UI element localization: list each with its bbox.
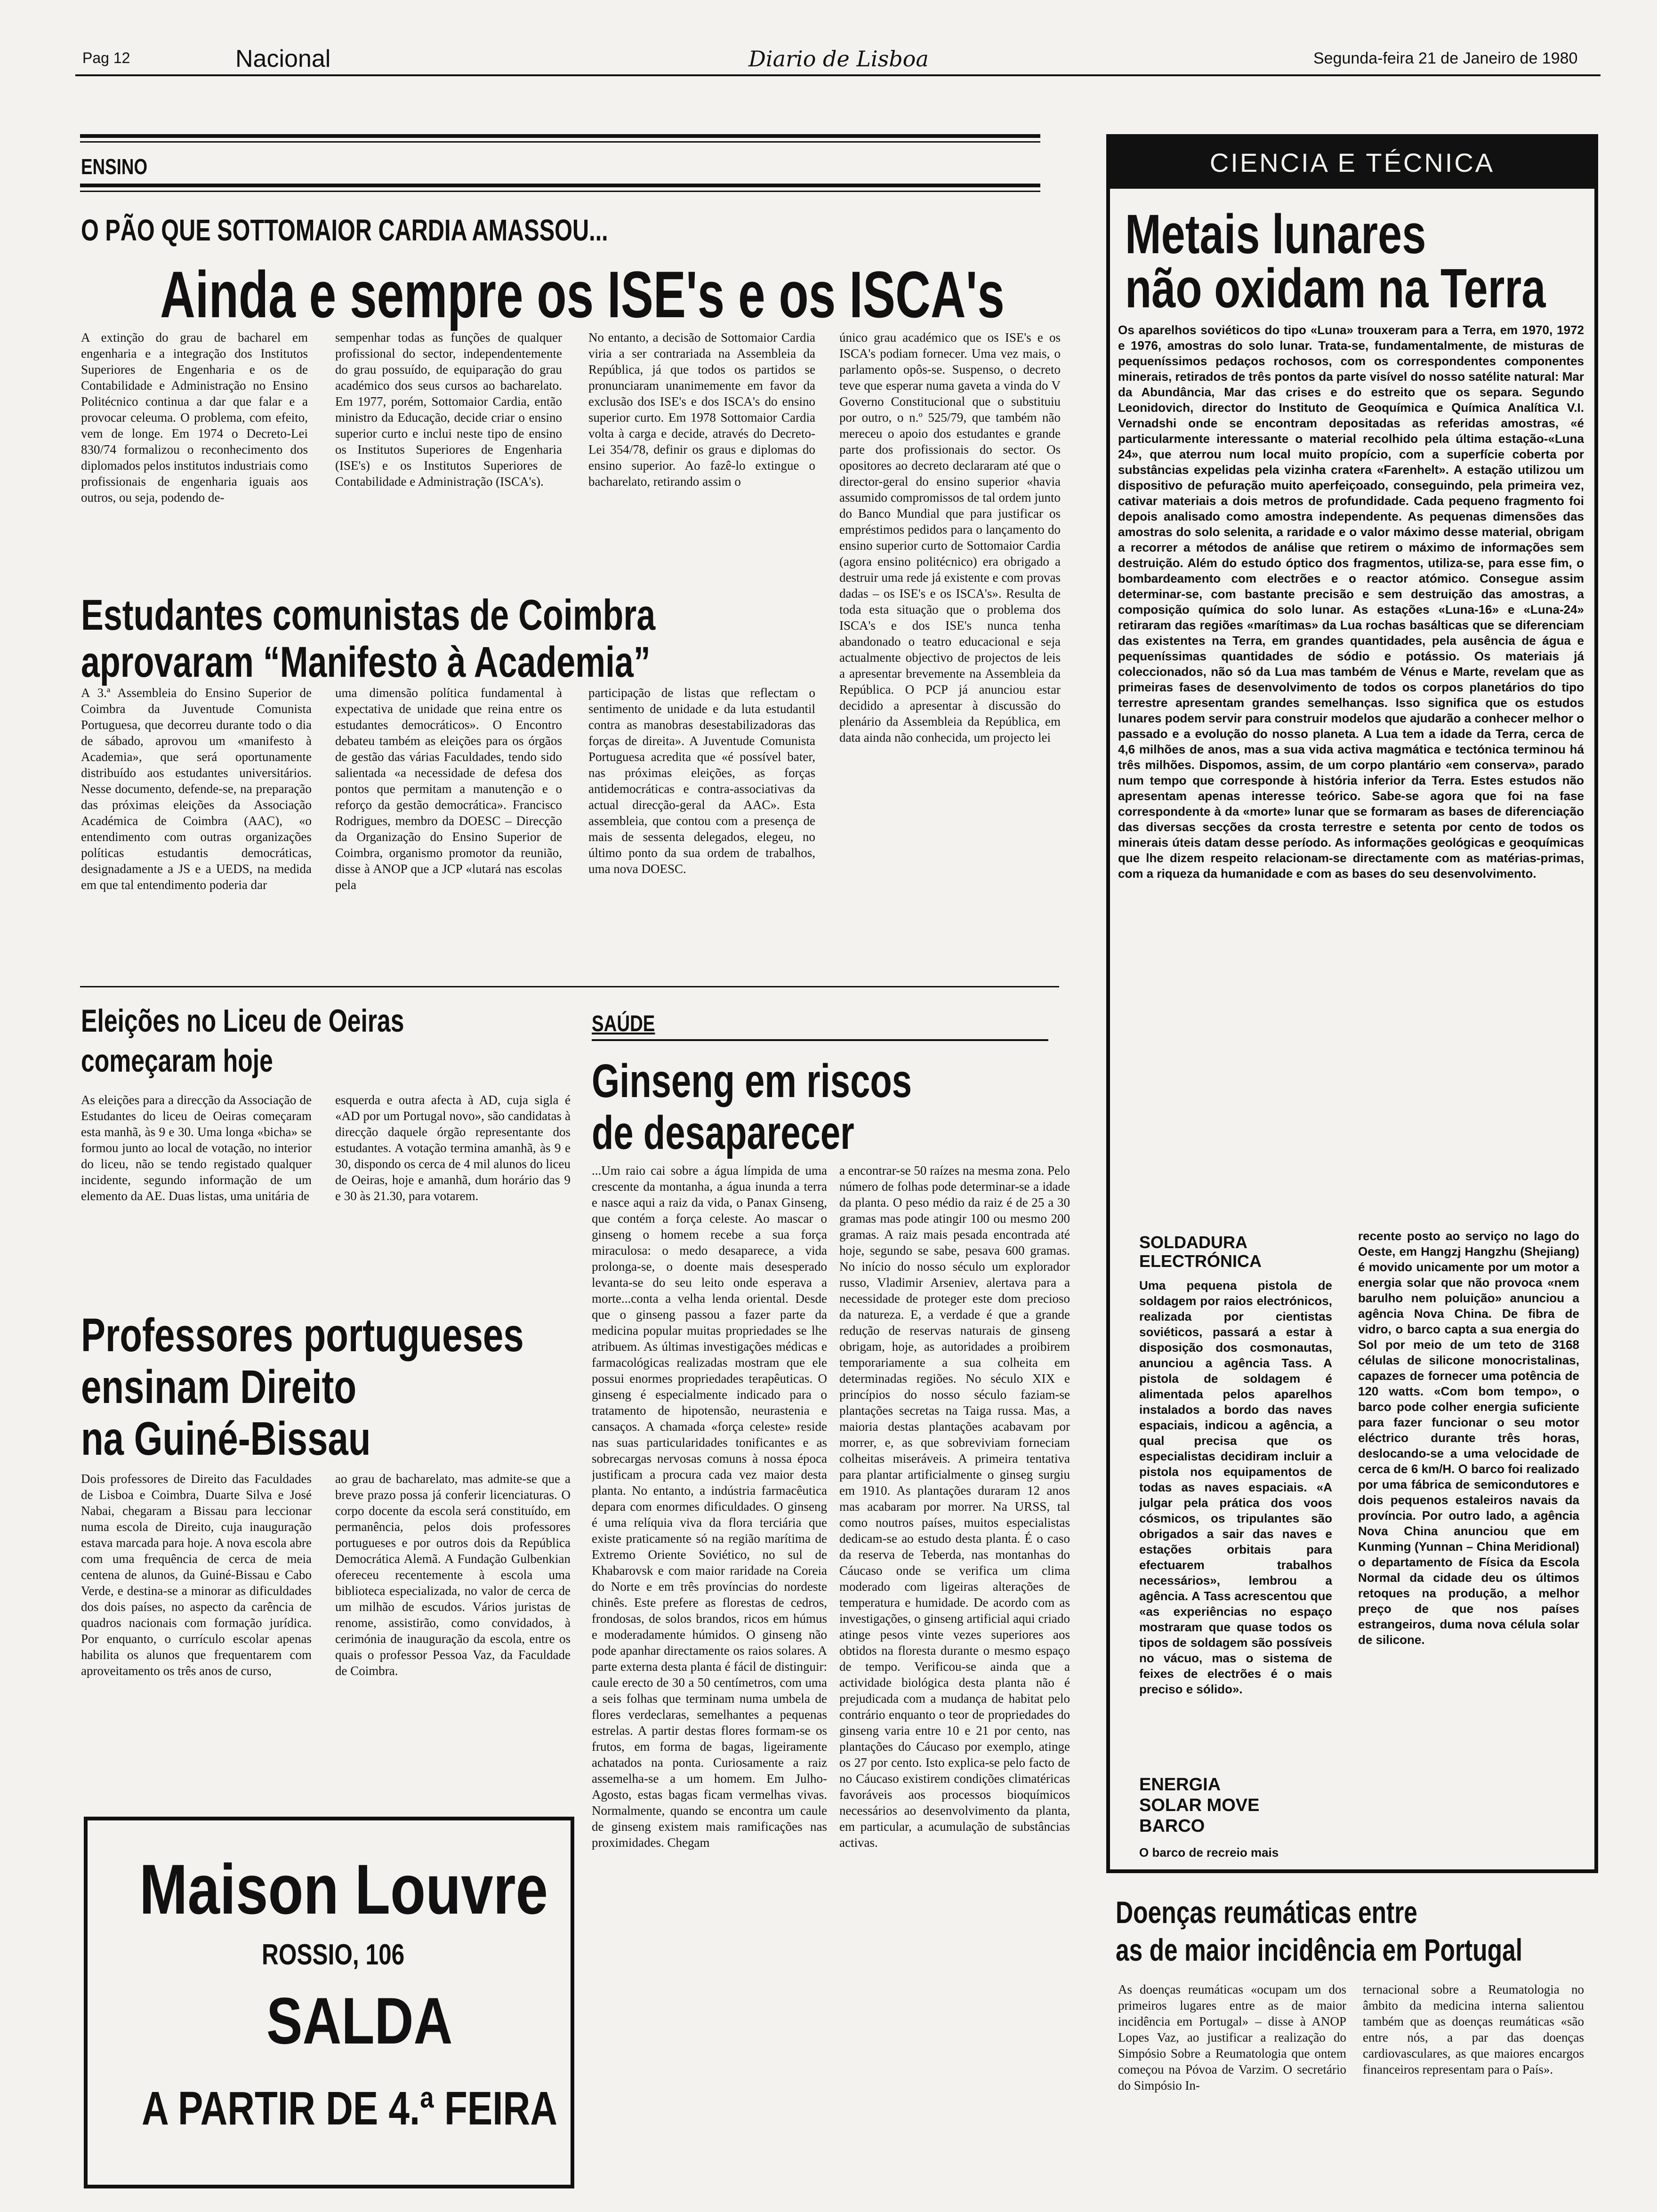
reuma-headline-1: Doenças reumáticas entre — [1116, 1895, 1417, 1930]
ciencia-sub2-body: O barco de recreio mais — [1139, 1845, 1279, 1859]
ensino-kicker: O PÃO QUE SOTTOMAIOR CARDIA AMASSOU... — [81, 213, 608, 247]
saude-rubric: SAÚDE — [592, 1011, 655, 1036]
reuma-col-1: As doenças reumáticas «ocupam um dos primeiros lugares entre as de maior incidência em Portugal» – disse à ANOP Lopes Vaz, ao justificar a realização do Simpósio Sobre a Reumatologia que ontem começou na Póvoa de Varzim. O secretário do Simpósio In- — [1118, 1982, 1346, 2092]
ciencia-body: Os aparelhos soviéticos do tipo «Luna» trouxeram para a Terra, em 1970, 1972 e 1976, amostras do solo lunar. Trata-se, fundamentalmente, de misturas de pequeníssimos pedaços rochosos, com os correspondentes componentes minerais, retirados de três pontos da parte visível do nosso satélite natural: Mar da Abundância, Mar das crises e do estreito que os separa. Segundo Leonidovich, director do Instituto de Geoquímica e Química Analítica V.I. Vernadshi onde se encontram depositadas as referidas amostras, «é particularmente interessante o material recolhido pela última estação-«Luna 24», que aterrou num local muito propício, com a superfície coberta por substâncias expelidas pela vizinha cratera «Farenhelt». A estação utilizou um dispositivo de pefuração muito aperfeiçoado, conseguindo, pela primeira vez, cativar materiais a dois metros de profundidade. Cada pequeno fragmento foi depois analisado como amostra independente. As pequenas dimensões das amostras do solo selenita, a raridade e o valor máximo desse material, obrigam a recorrer a métodos de análise que retirem o máximo de informações sem destruição. Além do estudo óptico dos fragmentos, utiliza-se, para esse fim, o bombardeamento com electrões e o reactor atómico. Consegue assim determinar-se, com bastante precisão e sem destruição das amostras, a composição química do solo lunar. As estações «Luna-16» e «Luna-24» retiraram das regiões «marítimas» da Lua rochas basálticas que se diferenciam das existentes na Terra, em grandes quantidades, pela ausência de água e pequeníssimas quantidades de sódio e potássio. Os materiais já coleccionados, não só da Lua mas também de Vénus e Marte, revelam que as primeiras fases de desenvolvimento de todos os corpos planetários do tipo terrestre apresentam grandes semelhanças. Isso significa que os estudos lunares podem servir para construir modelos que ajudarão a conhecer melhor o passado e a evolução do nosso planeta. A Lua tem a idade da Terra, cerca de 4,6 milhões de anos, mas a sua vida activa magmática e tectónica terminou há três milhões. Dispomos, assim, de um corpo plantário «em conserva», parado num tempo que corresponde à história inferior da Terra. Estes estudos não apresentam apenas interesse teórico. Sabe-se agora que foi na fase correspondente à da «morte» lunar que se formaram as bases de diferenciação das diversas secções da crosta terrestre e setenta por cento de todos os minerais úteis datam desse período. As informações geológicas e geoquímicas que lhe dizem respeito relacionam-se directamente com as matérias-primas, com a riqueza da humanidade e com as bases do seu desenvolvimento. — [1118, 323, 1584, 881]
ensino-rubric: ENSINO — [81, 154, 148, 179]
ensino-col-1: A extinção do grau de bacharel em engenharia e a integração dos Institutos Superiores de Engenharia e os de Contabilidade e Administração no Ensino Politécnico continua a dar que falar e a provocar celeuma. O problema, com efeito, vem de longe. Em 1974 o Decreto-Lei 830/74 formalizou o reconhecimento dos diplomados pelos institutos industriais como profissionais de engenharia iguais aos outros, ou seja, podendo de- — [81, 330, 308, 505]
ensino-col-4: único grau académico que os ISE's e os ISCA's podiam fornecer. Uma vez mais, o parlamento opôs-se. Suspenso, o decreto teve que esperar numa gaveta a vinda do V Governo Constitucional que o substituiu por outro, o n.º 525/79, que também não mereceu o apoio dos estudantes e grande parte dos profissionais do sector. Os opositores ao decreto declararam até que o director-geral do ensino superior «havia assumido compromissos de tal ordem junto do Banco Mundial que para justificar os empréstimos pedidos para o lançamento do ensino superior curto de Sottomaior Cardia (agora ensino politécnico) era obrigado a destruir uma rede já existente e com provas dadas – os ISE's e os ISCA's». Resulta de toda esta situação que o problema dos ISCA's e dos ISE's nunca tenha abandonado o teatro educacional e seja actualmente objectivo de projectos de leis a apresentar brevemente na Assembleia da República. O PCP já anunciou estar decidido a apresentar à discussão do plenário da Assembleia da República, em data ainda não conhecida, um projecto lei — [839, 330, 1061, 745]
coimbra-col-3: participação de listas que reflectam o sentimento de unidade e da luta estudantil contra as manobras desestabilizadoras das forças de direita». A Juventude Comunista Portuguesa acredita que «é possível bater, nas próximas eleições, as forças antidemocráticas e contra-associativas da actual direcção-geral da AAC». Esta assembleia, que contou com a presença de mais de sessenta delegados, elegeu, no último ponto da sua ordem de trabalhos, uma nova DOESC. — [588, 686, 815, 876]
coimbra-headline-2: aprovaram “Manifesto à Academia” — [81, 638, 651, 686]
section-divider — [80, 986, 1059, 987]
guine-col-1: Dois professores de Direito das Faculdades de Lisboa e Coimbra, Duarte Silva e José Nabai, chegaram a Bissau para leccionar numa escola de Direito, cuja inauguração estava marcada para hoje. A nova escola abre com uma frequência de cerca de meia centena de alunos, da Guiné-Bissau e Cabo Verde, e destina-se a minorar as dificuldades dos dois países, no aspecto da carência de quadros nacionais com formação jurídica. Por enquanto, o currículo escolar apenas habilita os alunos que frequentarem com aproveitamento os três anos de curso, — [81, 1472, 312, 1678]
ensino-headline: Ainda e sempre os ISE's e os ISCA's — [160, 257, 1005, 331]
ensino-top-rule — [80, 134, 1040, 138]
oeiras-headline-2: começaram hoje — [81, 1043, 273, 1079]
maison-louvre-ad — [84, 1817, 574, 2188]
oeiras-headline-1: Eleições no Liceu de Oeiras — [81, 1003, 404, 1039]
guine-col-2: ao grau de bacharelato, mas admite-se que a breve prazo possa já conferir licenciaturas. O corpo docente da escola será constituído, em permanência, pelos dois professores portugueses e por outros dois da República Democrática Alemã. A Fundação Gulbenkian ofereceu recentemente à escola uma biblioteca especializada, no valor de cerca de um milhão de escudos. Vários juristas de renome, assistirão, como convidados, à cerimónia de inauguração da escola, entre os quais o professor Pessoa Vaz, da Faculdade de Coimbra. — [335, 1472, 571, 1678]
saude-headline-2: de desaparecer — [592, 1106, 854, 1159]
masthead-logo: Diario de Lisboa — [748, 46, 929, 72]
ciencia-col-2: recente posto ao serviço no lago do Oeste, em Hangzj Hangzhu (Shejiang) é movido unicamente por um motor a energia solar que não provoca «nem barulho nem poluição» anunciou a agência Nova China. De fibra de vidro, o barco capta a sua energia do Sol por meio de um teto de 3168 células de silicone monocristalinas, capazes de fornecer uma potência de 120 watts. «Com bom tempo», o barco pode colher energia suficiente para fazer funcionar o seu motor eléctrico durante três horas, deslocando-se a uma velocidade de cerca de 6 km/H. O barco foi realizado por uma fábrica de semicondutores e dois pequenos estaleiros navais da província. Por outro lado, a agência Nova China anunciou que em Kunming (Yunnan – China Meridional) o departamento de Física da Escola Normal da cidade deu os últimos retoques na produção, a melhor preço de que nos países estrangeiros, duma nova célula solar de silicone. — [1358, 1229, 1579, 1647]
saude-headline-1: Ginseng em riscos — [592, 1055, 912, 1107]
coimbra-col-2: uma dimensão política fundamental à expectativa de unidade que reina entre os estudantes democráticos». O Encontro debateu também as eleições para os órgãos de gestão das várias Faculdades, tendo sido salientada «a necessidade de defesa dos pontos que permitam a manutenção e o reforço da gestão democrática». Francisco Rodrigues, membro da DOESC – Direcção da Organização do Ensino Superior de Coimbra, organismo promotor da reunião, disse à ANOP que a JCP «lutará nas escolas pela — [335, 686, 562, 892]
ensino-bottom-rule2 — [80, 191, 1040, 192]
guine-headline-1: Professores portugueses — [81, 1309, 524, 1362]
guine-headline-2: ensinam Direito — [81, 1361, 357, 1413]
ciencia-sub1-body: Uma pequena pistola de soldagem por raios electrónicos, realizada por cientistas soviéticos, passará a estar à disposição dos cosmonautas, anunciou a agência Tass. A pistola de soldagem é alimentada pelos aparelhos instalados a bordo das naves espaciais, indicou a agência, a qual precisa que os especialistas decidiram incluir a pistola nos equipamentos de todas as naves espaciais. «A julgar pela prática dos voos cósmicos, os tripulantes são obrigados a sair das naves e estações orbitais para efectuarem trabalhos necessários», lembrou a agência. A Tass acrescentou que «as experiências no espaço mostraram que quase todos os tipos de soldagem são possíveis no vácuo, mas o sistema de feixes de electrões é o mais preciso e sólido». — [1139, 1278, 1332, 1696]
oeiras-col-1: As eleições para a direcção da Associação de Estudantes do liceu de Oeiras começaram esta manhã, às 9 e 30. Uma longa «bicha» se formou junto ao local de votação, no interior do liceu, não se tendo registado qualquer incidente, segundo informação de um elemento da AE. Duas listas, uma unitária de — [81, 1093, 312, 1203]
ensino-col-3: No entanto, a decisão de Sottomaior Cardia viria a ser contrariada na Assembleia da República, já que todos os partidos se pronunciaram unanimemente em favor da exclusão dos ISE's e dos ISCA's do ensino superior curto. Em 1978 Sottomaior Cardia volta à carga e decide, através do Decreto-Lei 354/78, definir os graus e diplomas do ensino superior. Ao fazê-lo extingue o bacharelato, retirando assim o — [588, 330, 815, 489]
oeiras-col-2: esquerda e outra afecta à AD, cuja sigla é «AD por um Portugal novo», são candidatas à direcção daquele órgão representante dos estudantes. A votação termina amanhã, às 9 e 30, dispondo os cerca de 4 mil alunos do liceu de Oeiras, hoje e amanhã, dum horário das 9 e 30 às 21.30, para votarem. — [335, 1093, 571, 1203]
header-rule — [75, 74, 1601, 76]
ad-sale: SALDA — [266, 1984, 453, 2058]
issue-date: Segunda-feira 21 de Janeiro de 1980 — [1313, 49, 1578, 67]
page-number: Pag 12 — [82, 49, 130, 66]
saude-rule — [592, 1039, 1048, 1041]
coimbra-col-1: A 3.ª Assembleia do Ensino Superior de Coimbra da Juventude Comunista Portuguesa, que decorreu durante todo o dia de sábado, aprovou um «manifesto à Academia», que será oportunamente distribuído aos estudantes universitários. Nesse documento, defende-se, na preparação das próximas eleições da Associação Académica de Coimbra (AAC), «o entendimento com outras organizações políticas estudantis democráticas, designadamente a JS e a UEDS, na medida em que tal entendimento poderia dar — [81, 686, 312, 892]
reuma-headline-2: as de maior incidência em Portugal — [1116, 1932, 1523, 1967]
ad-from: A PARTIR DE 4.ª FEIRA — [142, 2082, 558, 2135]
ad-name: Maison Louvre — [139, 1850, 548, 1929]
coimbra-headline-1: Estudantes comunistas de Coimbra — [81, 591, 656, 639]
reuma-col-2: ternacional sobre a Reumatologia no âmbito da medicina interna salientou também que as doenças reumáticas «são entre nós, a par das doenças cardiovasculares, as que maiores encargos financeiros representam para o País». — [1363, 1982, 1584, 2076]
ciencia-sub2-title: ENERGIA SOLAR MOVE BARCO — [1139, 1775, 1260, 1836]
section-label: Nacional — [235, 45, 331, 72]
ensino-col-2: sempenhar todas as funções de qualquer profissional do sector, independentemente do grau possuído, de equiparação do grau académico dos seus cursos ao bacharelato. Em 1977, porém, Sottomaior Cardia, então ministro da Educação, decide criar o ensino superior curto e inclui neste tipo de ensino os Institutos Superiores de Engenharia (ISE's) e os Institutos Superiores de Contabilidade e Administração (ISCA's). — [335, 330, 562, 489]
saude-col-2: a encontrar-se 50 raízes na mesma zona. Pelo número de folhas pode determinar-se a idade da planta. O peso médio da raiz é de 25 a 30 gramas mas pode atingir 100 ou mesmo 200 gramas. A raiz mais pesada encontrada até hoje, segundo se sabe, pesava 600 gramas. No início do nosso século um explorador russo, Vladimir Arseniev, alertava para a necessidade de proteger este dom precioso da natureza. E, a verdade é que a grande redução de reservas naturais de ginseng obrigam, hoje, as autoridades a proibirem temporariamente a sua colheita em determinadas regiões. No século XIX e princípios do nosso século faziam-se plantações secretas na Taiga russa. Mas, a maioria destas plantações acabavam por morrer, e, as que sobreviviam forneciam colheitas miseráveis. A primeira tentativa para plantar artificialmente o ginseg surgiu em 1910. As plantações duraram 12 anos mas acabaram por morrer. Na URSS, tal como noutros países, muitos especialistas dedicam-se ao estudo desta planta. É o caso da reserva de Teberda, nas montanhas do Cáucaso onde se verifica um clima moderado com ligeiras alterações de temperatura e humidade. De acordo com as investigações, o ginseng artificial aqui criado atinge pesos vinte vezes superiores aos obtidos na floresta durante o mesmo espaço de tempo. Verificou-se ainda que a actividade biológica desta planta não é prejudicada com a mudança de habitat pelo contrário enquanto o teor de propriedades do ginseng varia entre 10 e 21 por cento, nas plantações do Cáucaso por exemplo, atinge os 27 por cento. Isto explica-se pelo facto de no Cáucaso existirem condições climatéricas favoráveis aos processos bioquímicos necessários ao desenvolvimento da planta, em particular, a acumulação de substâncias activas. — [839, 1163, 1070, 1850]
ciencia-banner-label: CIENCIA E TÉCNICA — [1209, 148, 1495, 177]
ciencia-sub1-title: SOLDADURA ELECTRÓNICA — [1139, 1233, 1262, 1271]
ensino-top-rule2 — [80, 141, 1040, 143]
ciencia-headline-2: não oxidam na Terra — [1125, 257, 1546, 320]
ad-address: ROSSIO, 106 — [262, 1939, 405, 1971]
ciencia-headline-1: Metais lunares — [1125, 203, 1426, 265]
ensino-bottom-rule — [80, 184, 1040, 187]
guine-headline-3: na Guiné-Bissau — [81, 1412, 371, 1465]
saude-col-1: ...Um raio cai sobre a água límpida de uma crescente da montanha, a água inunda a terra e nasce aqui a raiz da vida, o Panax Ginseng, que contém a força celeste. Ao mascar o ginseng o homem recebe a sua força miraculosa: o medo desaparece, a vida prolonga-se, o doente mais desesperado levanta-se do seu leito onde esperava a morte...conta a velha lenda oriental. Desde que o ginseng passou a fazer parte da medicina popular muitas propriedades se lhe atribuem. As últimas investigações médicas e farmacológicas realizadas mostram que ele possui enormes propriedades terapêuticas. O ginseng é especialmente indicado para o tratamento de hipotensão, neurastenia e cansaços. A chamada «força celeste» reside nas suas particularidades tonificantes e as sobrecargas nervosas comuns à nossa época justificam a procura cada vez maior desta planta. No entanto, a indústria farmacêutica depara com enormes dificuldades. O ginseng é uma relíquia viva da flora terciária que existe praticamente só na região marítima de Extremo Oriente Soviético, no sul de Khabarovsk e com maior raridade na Coreia do Norte e em três províncias do nordeste chinês. Este prefere as florestas de cedros, frondosas, de solos brandos, ricos em húmus e moderadamente húmidos. O ginseng não pode apanhar directamente os raios solares. A parte externa desta planta é fácil de distinguir: caule erecto de 30 a 50 centímetros, com uma a seis folhas que terminam numa umbela de flores verdeclaras, semelhantes a pequenas estrelas. A partir destas flores formam-se os frutos, em forma de bagas, ligeiramente achatados na ponta. Curiosamente a raiz assemelha-se a um homem. Em Julho-Agosto, estas bagas ficam vermelhas vivas. Normalmente, quando se encontra um caule de ginseng existem mais ramificações nas proximidades. Chegam — [592, 1163, 827, 1850]
ciencia-banner — [1110, 138, 1594, 189]
